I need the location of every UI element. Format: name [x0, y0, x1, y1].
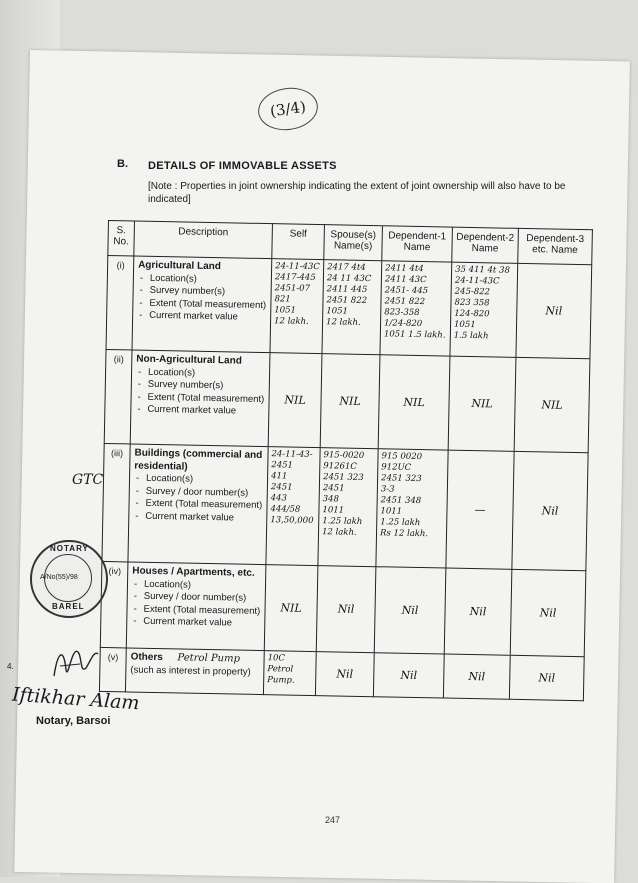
row-description	[126, 562, 266, 651]
header-dependent-1: Dependent-1 Name	[382, 226, 453, 262]
page-number: 247	[325, 815, 341, 825]
row-number: (ii)	[104, 349, 132, 443]
immovable-assets-table	[99, 220, 592, 707]
row-number: (i)	[106, 256, 134, 350]
handwritten-entry-dependent-3: Nil	[516, 263, 592, 358]
item-label: - Extent (Total measurement)	[131, 603, 260, 618]
signature-scribble	[50, 640, 100, 680]
handwritten-entry-dependent-1: NIL	[378, 355, 450, 450]
row-description	[125, 648, 264, 695]
handwritten-entry-spouse: 2417 4t4 24 11 43C 2411 445 2451 822 1051 12 lakh.	[322, 260, 382, 355]
item-label: - Location(s)	[132, 578, 261, 593]
notary-signature: Iftikhar Alam	[11, 683, 141, 715]
row-description	[128, 444, 268, 565]
handwritten-entry-dependent-1: Nil	[374, 567, 446, 654]
row-number: (iv)	[100, 561, 128, 647]
handwritten-entry-spouse: Nil	[316, 566, 376, 653]
row-description	[132, 256, 272, 353]
handwritten-entry-spouse: Nil	[315, 652, 374, 697]
handwritten-mark: GTC	[72, 472, 104, 488]
item-label: - Survey / door number(s)	[132, 591, 261, 606]
row-number: (v)	[99, 647, 126, 691]
table-row	[106, 256, 592, 359]
category-label: Houses / Apartments, etc.	[132, 565, 255, 579]
header-self: Self	[272, 224, 325, 260]
section-letter: B.	[117, 158, 128, 170]
edge-mark: 4.	[7, 662, 14, 671]
item-label: - Survey / door number(s)	[134, 485, 263, 500]
item-label: - Current market value	[131, 616, 260, 631]
item-label: - Current market value	[137, 310, 266, 325]
category-label: Others	[130, 651, 163, 664]
handwritten-entry-spouse: NIL	[320, 354, 380, 449]
handwritten-entry-dependent-3: NIL	[514, 357, 590, 452]
handwritten-entry-dependent-2: —	[446, 450, 514, 569]
handwritten-entry-dependent-3: Nil	[509, 655, 584, 700]
item-label: - Survey number(s)	[136, 379, 265, 394]
notary-seal	[30, 540, 108, 618]
handwritten-entry-self: NIL	[264, 565, 318, 652]
item-label: - Extent (Total measurement)	[135, 391, 264, 406]
handwritten-entry-self: NIL	[268, 353, 322, 448]
item-label: - Survey number(s)	[138, 285, 267, 300]
handwritten-entry-dependent-1: 915 0020 912UC 2451 323 3-3 2451 348 1011 1.25 lakh Rs 12 lakh.	[376, 449, 448, 568]
item-label: (such as interest in property)	[130, 664, 251, 678]
header-sno: S. No.	[108, 221, 135, 256]
item-label: - Extent (Total measurement)	[137, 297, 266, 312]
handwritten-entry-self: 24-11-43C 2417-445 2451-07 821 1051 12 lakh.	[270, 259, 324, 354]
item-label: - Extent (Total measurement)	[133, 498, 262, 513]
handwritten-entry-dependent-2: Nil	[443, 654, 510, 699]
seal-text-top: NOTARY	[50, 544, 89, 553]
handwritten-entry-dependent-2: NIL	[448, 356, 516, 451]
handwritten-entry-dependent-3: Nil	[512, 451, 588, 570]
header-dependent-3: Dependent-3 etc. Name	[518, 228, 593, 264]
handwritten-entry-dependent-1: 2411 4t4 2411 43C 2451- 445 2451 822 823-358 1/24-820 1051 1.5 lakh.	[380, 261, 452, 356]
table-row	[100, 561, 586, 656]
seal-text-bottom: BAREL	[52, 602, 85, 611]
item-label: - Current market value	[133, 510, 262, 525]
item-label: - Current market value	[135, 404, 264, 419]
item-label: - Location(s)	[138, 272, 267, 287]
header-description: Description	[134, 221, 273, 259]
table-row	[104, 349, 590, 452]
handwritten-entry-dependent-2: 35 411 4t 38 24-11-43C 245-822 823 358 124-820 1051 1.5 lakh	[450, 262, 518, 357]
handwritten-entry-dependent-3: Nil	[510, 569, 586, 656]
handwritten-entry-dependent-2: Nil	[444, 568, 512, 655]
handwritten-entry-dependent-1: Nil	[373, 653, 444, 698]
item-label: - Location(s)	[134, 473, 263, 488]
section-title: DETAILS OF IMMOVABLE ASSETS	[148, 160, 337, 172]
table-row	[102, 443, 588, 570]
handwritten-entry-self: 10C Petrol Pump.	[263, 651, 316, 696]
handwritten-entry-self: 24-11-43- 2451 411 2451 443 444/58 13,50,000	[266, 447, 320, 566]
category-label: Agricultural Land	[138, 259, 222, 273]
category-label: Buildings (commercial and residential)	[134, 447, 263, 473]
section-note: [Note : Properties in joint ownership indicating the extent of joint ownership will also have to be indicated]	[148, 181, 566, 205]
row-description	[130, 350, 270, 447]
handwritten-entry-spouse: 915-0020 91261C 2451 323 2451 348 1011 1.25 lakh 12 lakh.	[318, 448, 378, 567]
header-spouse: Spouse(s) Name(s)	[324, 225, 383, 261]
table-row	[99, 647, 584, 700]
item-label: - Location(s)	[136, 366, 265, 381]
row-number: (iii)	[102, 443, 130, 561]
header-dependent-2: Dependent-2 Name	[452, 227, 519, 263]
circled-page-reference: (3/4)	[255, 84, 320, 134]
notary-label: Notary, Barsoi	[36, 715, 111, 727]
seal-text-middle: A/No(55)/98	[40, 574, 78, 581]
category-label: Non-Agricultural Land	[136, 353, 242, 367]
others-handwritten: Petrol Pump	[177, 652, 241, 665]
